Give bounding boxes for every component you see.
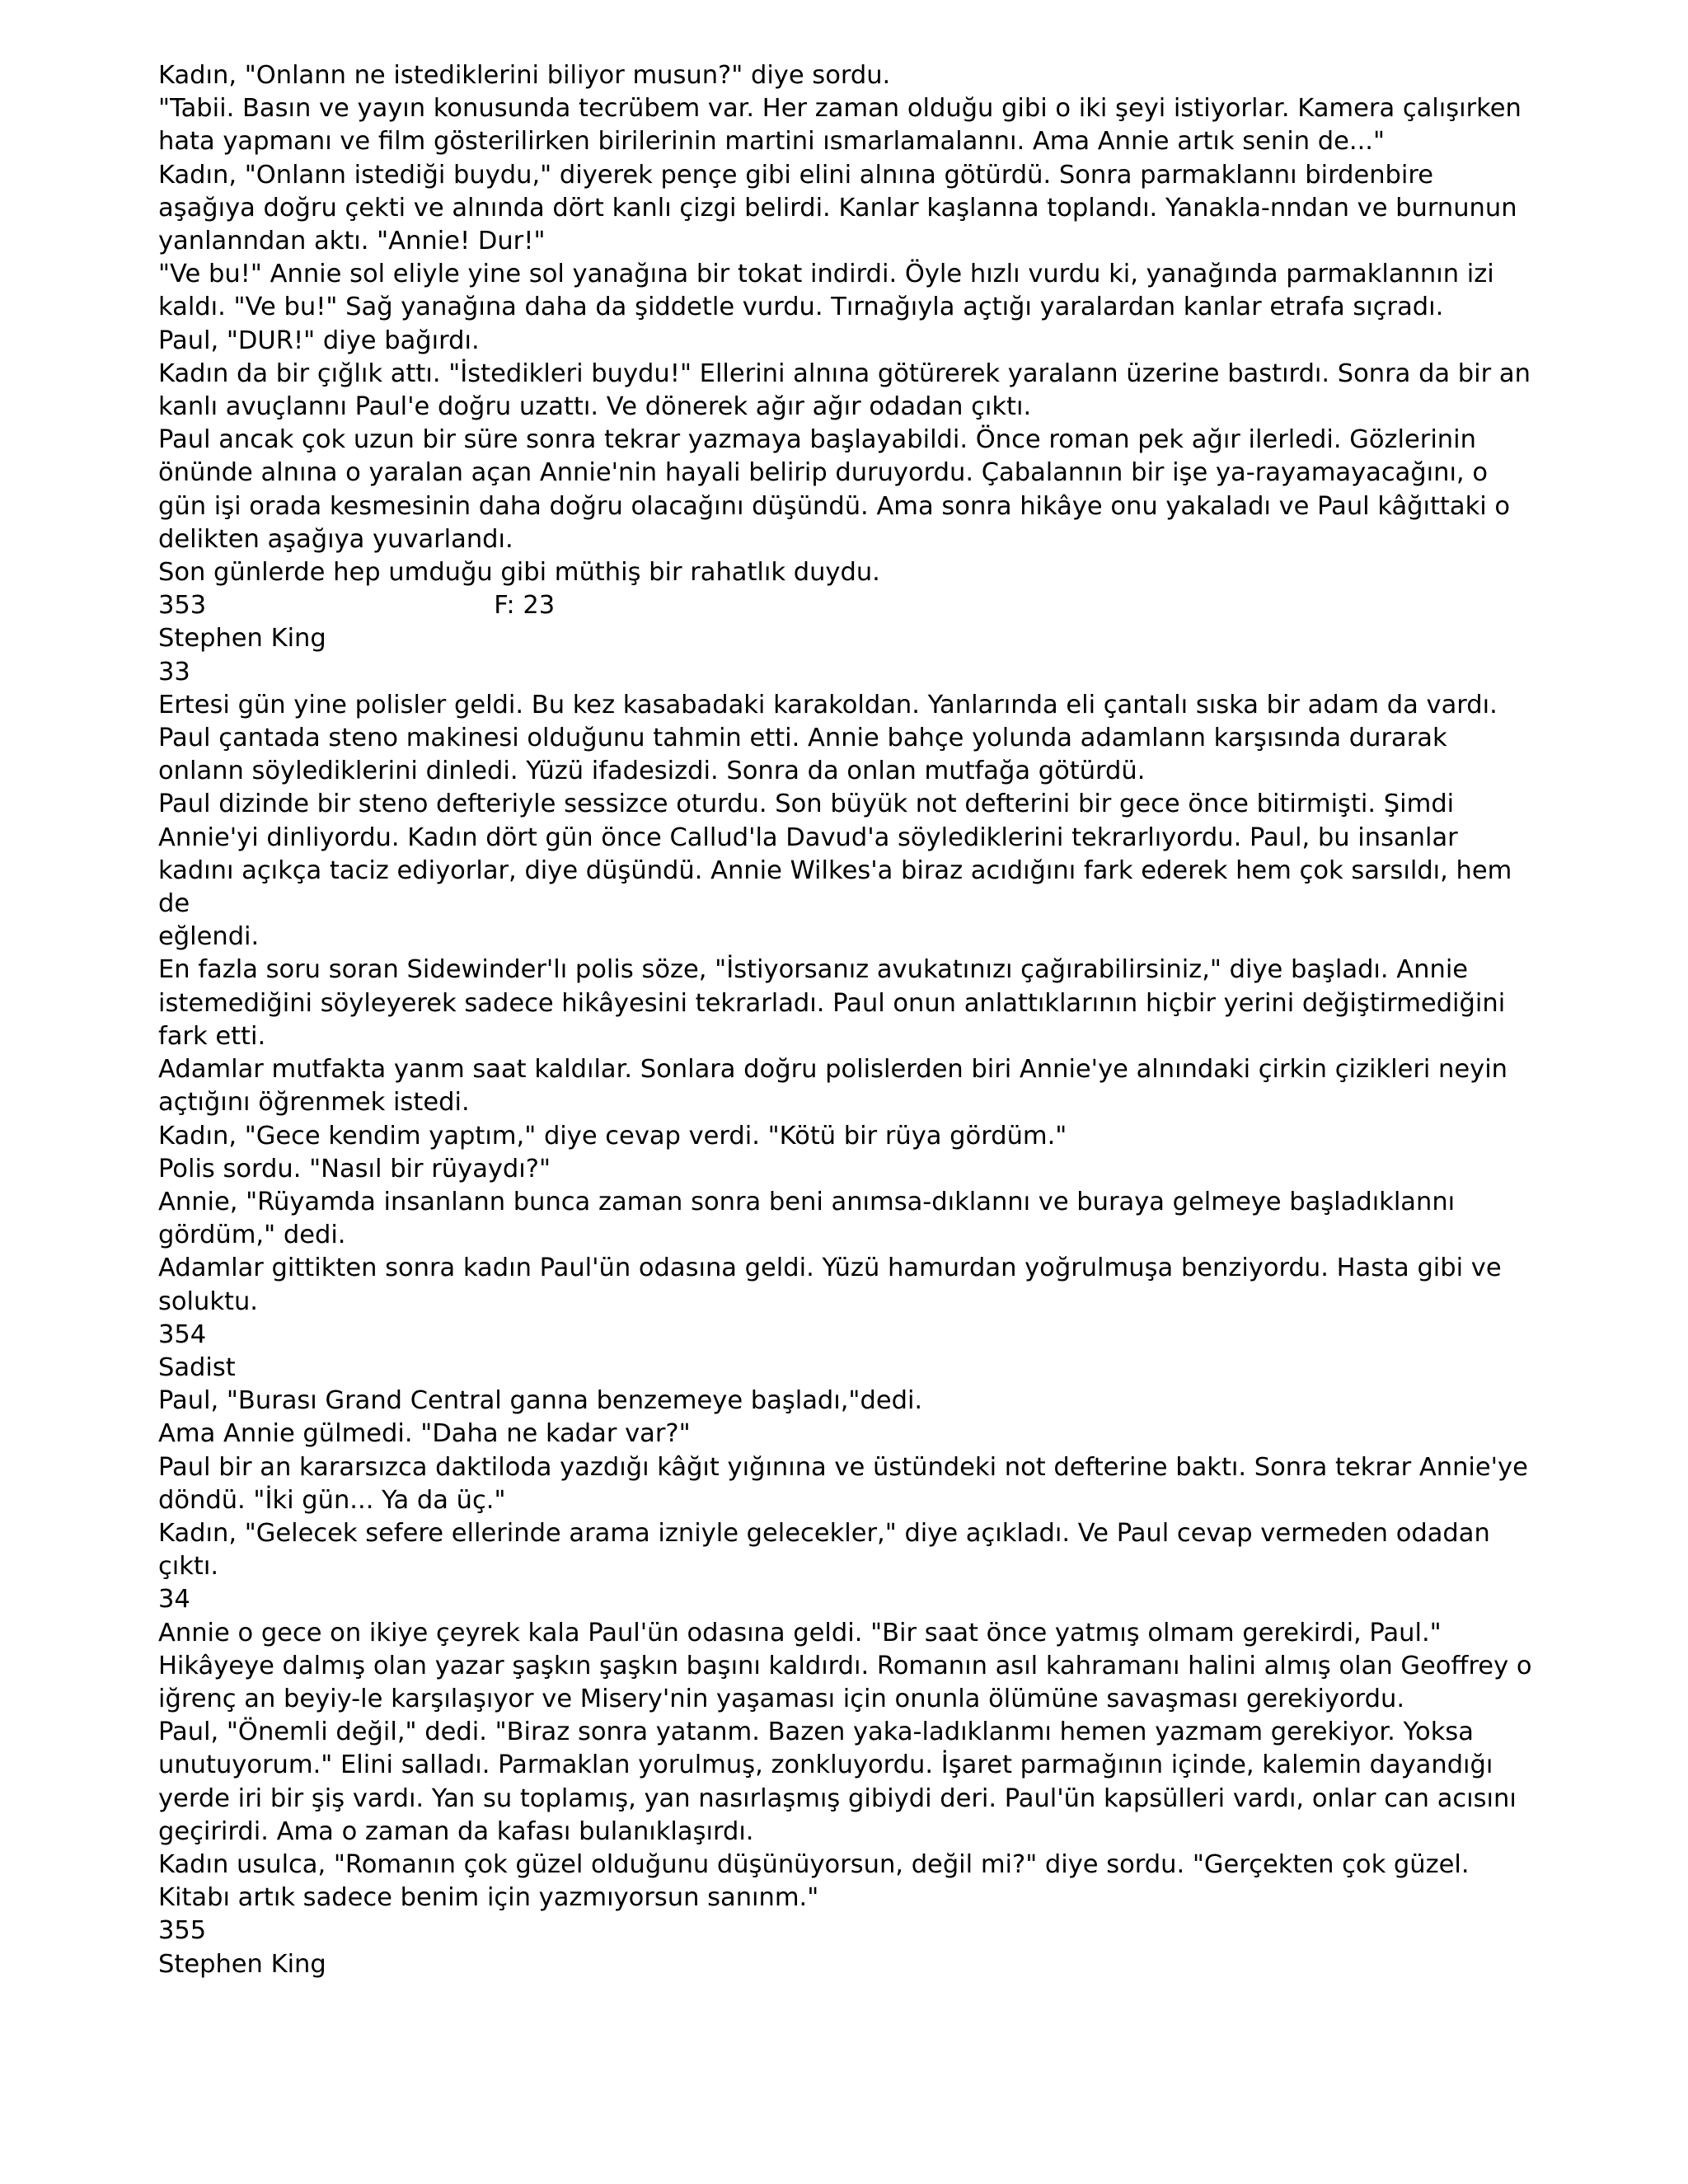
text-line: 34 [158,1585,190,1615]
text-line: Ertesi gün yine polisler geldi. Bu kez kasabadaki karakoldan. Yanlarında eli çantalı sıska bir adam da vardı. [158,690,1498,719]
text-line: Adamlar gittikten sonra kadın Paul'ün odasına geldi. Yüzü hamurdan yoğrulmuşa benziyordu. Hasta gibi ve [158,1254,1502,1283]
text-line: Son günlerde hep umduğu gibi müthiş bir rahatlık duydu. [158,558,880,588]
text-line: 33 [158,657,190,687]
text-line: Annie'yi dinliyordu. Kadın dört gün önce Callud'la Davud'a söylediklerini tekrarlıyordu. Paul, bu insanlar [158,823,1458,852]
text-line: 353 F: 23 [158,591,556,621]
text-line: gördüm," dedi. [158,1221,346,1250]
text-line: kaldı. "Ve bu!" Sağ yanağına daha da şiddetle vurdu. Tırnağıyla açtığı yaralardan kanlar etrafa sıçradı. [158,293,1444,322]
text-line: unutuyorum." Elini salladı. Parmaklan yorulmuş, zonkluyordu. İşaret parmağının içinde, kalemin dayandığı [158,1750,1493,1780]
text-line: gün işi orada kesmesinin daha doğru olacağını düşündü. Ama sonra hikâye onu yakaladı ve Paul kâğıttaki o [158,491,1511,521]
text-line: soluktu. [158,1286,259,1316]
text-line: yanlanndan aktı. "Annie! Dur!" [158,227,546,256]
text-line: kanlı avuçlannı Paul'e doğru uzattı. Ve dönerek ağır ağır odadan çıktı. [158,392,1032,422]
text-line: Paul çantada steno makinesi olduğunu tahmin etti. Annie bahçe yolunda adamlann karşısında durarak [158,724,1447,753]
text-line: "Ve bu!" Annie sol eliyle yine sol yanağına bir tokat indirdi. Öyle hızlı vurdu ki, yanağında parmaklannın izi [158,260,1494,289]
text-line: Paul bir an kararsızca daktiloda yazdığı kâğıt yığınına ve üstündeki not defterine baktı. Sonra tekrar Annie'ye [158,1452,1528,1482]
text-line: Sadist [158,1352,236,1382]
text-line: Polis sordu. "Nasıl bir rüyaydı?" [158,1154,551,1183]
text-line: Paul dizinde bir steno defteriyle sessizce oturdu. Son büyük not defterini bir gece önce bitirmişti. Şimdi [158,790,1455,819]
text-line: açtığını öğrenmek istedi. [158,1088,470,1118]
text-line: fark etti. [158,1021,266,1051]
text-line: Kadın, "Onlann ne istediklerini biliyor musun?" diye sordu. [158,61,891,90]
text-line: Kadın, "Onlann istediği buydu," diyerek pençe gibi elini alnına götürdü. Sonra parmaklannı birdenbire [158,160,1434,190]
text-line: 355 [158,1916,207,1946]
text-line: Paul, "Önemli değil," dedi. "Biraz sonra yatanm. Bazen yaka-ladıklanmı hemen yazmam gerekiyor. Yoksa [158,1718,1474,1747]
text-line: Paul ancak çok uzun bir süre sonra tekrar yazmaya başlayabildi. Önce roman pek ağır ilerledi. Gözlerinin [158,425,1476,455]
text-line: 354 [158,1319,207,1349]
text-line: çıktı. [158,1552,219,1582]
text-line: Kadın, "Gelecek sefere ellerinde arama izniyle gelecekler," diye açıkladı. Ve Paul cevap vermeden odadan [158,1518,1490,1548]
text-line: Kadın usulca, "Romanın çok güzel olduğunu düşünüyorsun, değil mi?" diye sordu. "Gerçekten çok güzel. [158,1849,1470,1879]
document-page [158,59,1532,1981]
text-line: eğlendi. [158,922,260,952]
text-line: önünde alnına o yaralan açan Annie'nin hayali belirip duruyordu. Çabalannın bir işe ya-rayamayacağını, o [158,458,1488,488]
text-line: döndü. "İki gün... Ya da üç." [158,1485,506,1515]
text-line: delikten aşağıya yuvarlandı. [158,524,513,554]
text-line: Paul, "DUR!" diye bağırdı. [158,326,480,355]
text-line: Kadın da bir çığlık attı. "İstedikleri buydu!" Ellerini alnına götürerek yaralann üzerine bastırdı. Sonra da bir an [158,359,1531,388]
text-line: Kadın, "Gece kendim yaptım," diye cevap verdi. "Kötü bir rüya gördüm." [158,1121,1067,1151]
text-line: aşağıya doğru çekti ve alnında dört kanlı çizgi belirdi. Kanlar kaşlanna toplandı. Yanakla-nndan ve burnunun [158,193,1517,223]
text-line: geçirirdi. Ama o zaman da kafası bulanıklaşırdı. [158,1816,754,1846]
text-line: Annie, "Rüyamda insanlann bunca zaman sonra beni anımsa-dıklannı ve buraya gelmeye başladıklannı [158,1187,1456,1216]
text-line: onlann söylediklerini dinledi. Yüzü ifadesizdi. Sonra da onlan mutfağa götürdü. [158,757,1146,786]
text-line: Ama Annie gülmedi. "Daha ne kadar var?" [158,1419,691,1449]
text-line: Kitabı artık sadece benim için yazmıyorsun sanınm." [158,1883,819,1913]
text-line: istemediğini söyleyerek sadece hikâyesini tekrarladı. Paul onun anlattıklarının hiçbir yerini değiştirmediğini [158,988,1506,1018]
text-line: yerde iri bir şiş vardı. Yan su toplamış, yan nasırlaşmış gibiydi deri. Paul'ün kapsülleri vardı, onlar can acısını [158,1783,1517,1813]
text-line: hata yapmanı ve film gösterilirken birilerinin martini ısmarlamalannı. Ama Annie artık senin de..." [158,127,1385,157]
text-line: iğrenç an beyiy-le karşılaşıyor ve Misery'nin yaşaması için onunla ölümüne savaşması gerekiyordu. [158,1684,1405,1713]
text-line: "Tabii. Basın ve yayın konusunda tecrübem var. Her zaman olduğu gibi o iki şeyi istiyorlar. Kamera çalışırken [158,94,1522,124]
text-line: de [158,889,190,919]
text-line: En fazla soru soran Sidewinder'lı polis söze, "İstiyorsanız avukatınızı çağırabilirsiniz," diye başladı. Annie [158,955,1469,985]
text-line: Annie o gece on ikiye çeyrek kala Paul'ün odasına geldi. "Bir saat önce yatmış olmam gerekirdi, Paul." [158,1618,1442,1647]
text-line: Stephen King [158,1949,326,1979]
text-line: Paul, "Burası Grand Central ganna benzemeye başladı,"dedi. [158,1386,923,1416]
text-line: kadını açıkça taciz ediyorlar, diye düşündü. Annie Wilkes'a biraz acıdığını fark ederek hem çok sarsıldı, hem [158,855,1512,885]
text-line: Hikâyeye dalmış olan yazar şaşkın şaşkın başını kaldırdı. Romanın asıl kahramanı halini almış olan Geoffrey o [158,1651,1532,1680]
text-line: Stephen King [158,624,326,654]
text-line: Adamlar mutfakta yanm saat kaldılar. Sonlara doğru polislerden biri Annie'ye alnındaki çirkin çizikleri neyin [158,1055,1507,1085]
